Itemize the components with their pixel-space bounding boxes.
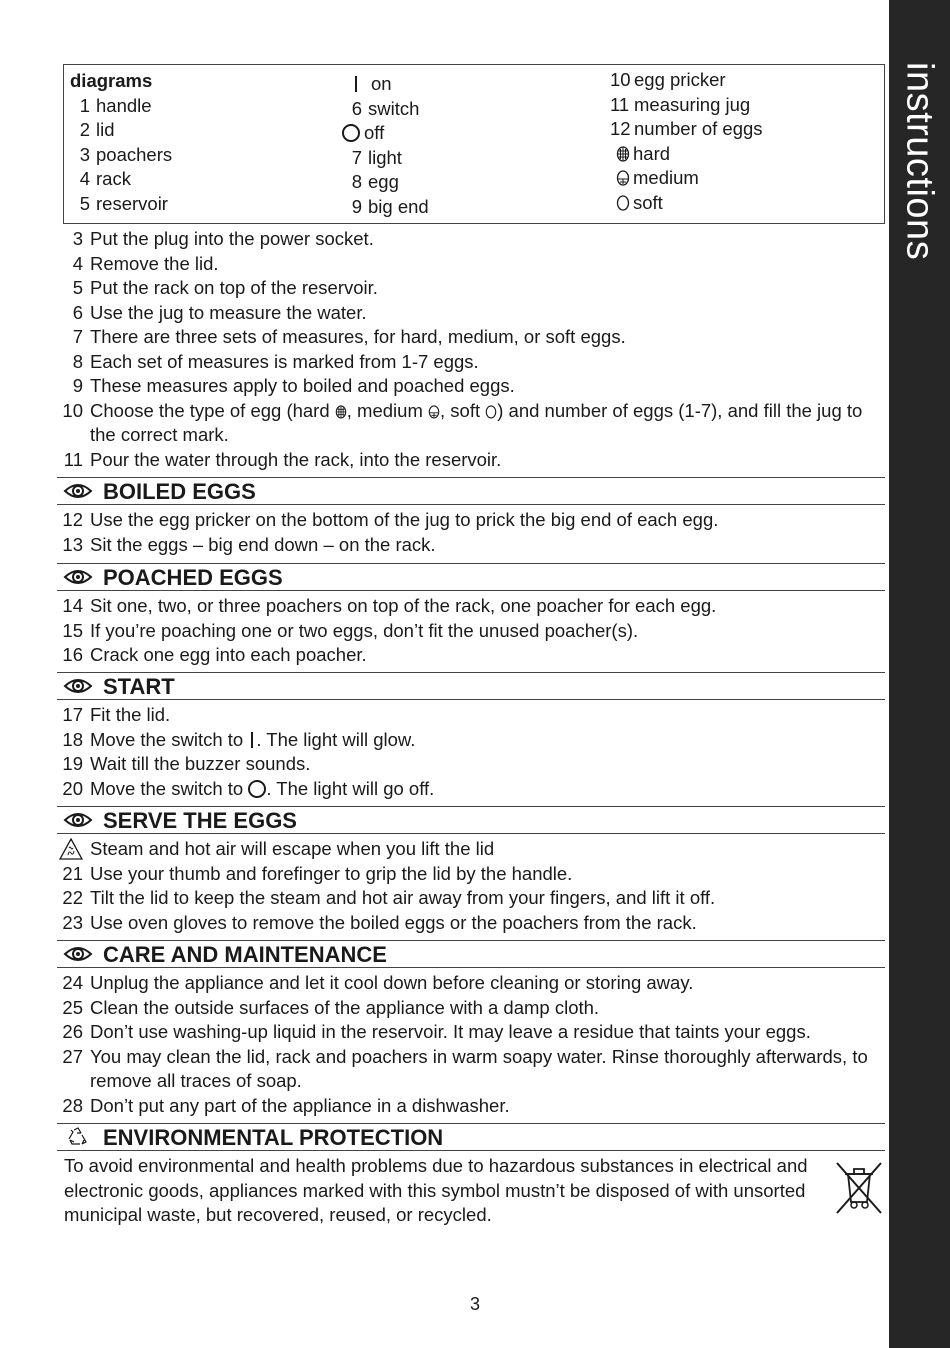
diagrams-legend xyxy=(63,64,885,224)
step-text: Use the egg pricker on the bottom of the jug to prick the big end of each egg. xyxy=(90,509,719,530)
step-text: . The light will go off. xyxy=(266,777,435,799)
hard-egg-icon xyxy=(335,404,347,419)
step-text: Wait till the buzzer sounds. xyxy=(90,753,311,774)
step xyxy=(57,533,885,558)
legend-label: light xyxy=(368,146,402,168)
step-text: Use oven gloves to remove the boiled eggs or the poachers from the rack. xyxy=(90,911,697,933)
legend-num: 2 xyxy=(79,119,90,140)
step-number: 8 xyxy=(72,350,83,372)
step-text: There are three sets of measures, for hard, medium, or soft eggs. xyxy=(90,326,626,347)
step xyxy=(57,1020,885,1045)
step-number: 27 xyxy=(62,1045,83,1067)
step-number: 23 xyxy=(62,911,83,933)
step-text: Crack one egg into each poacher. xyxy=(90,644,367,665)
step-number: 4 xyxy=(72,252,83,274)
step-text: You may clean the lid, rack and poachers in warm soapy water. Rinse thoroughly afterwards, to remove all traces of soap. xyxy=(90,1045,868,1091)
page-number: 3 xyxy=(469,1294,480,1314)
legend-item xyxy=(70,94,172,119)
step-number: 20 xyxy=(62,777,83,799)
step-text: Each set of measures is marked from 1-7 eggs. xyxy=(90,350,479,372)
step xyxy=(57,594,885,619)
legend-item-soft xyxy=(610,191,763,216)
step xyxy=(57,1094,885,1119)
legend-num: 6 xyxy=(351,97,362,119)
step xyxy=(57,508,885,533)
step-number: 26 xyxy=(62,1021,83,1042)
legend-item xyxy=(342,97,429,122)
section-heading-start xyxy=(57,672,885,700)
legend-item xyxy=(342,170,429,195)
step-number: 13 xyxy=(62,533,83,555)
environment-text: To avoid environmental and health problems due to hazardous substances in electrical and electronic goods, appliances marked with this symbol mustn’t be disposed of with unsorted municipal waste, but recovered, reused, or recycled. xyxy=(64,1155,808,1225)
step-text: Put the rack on top of the reservoir. xyxy=(90,277,378,298)
step-number: 22 xyxy=(62,887,83,908)
legend-label: handle xyxy=(96,94,152,116)
step-text: If you’re poaching one or two eggs, don’t fit the unused poacher(s). xyxy=(90,619,639,641)
warning-text: Steam and hot air will escape when you lift the lid xyxy=(90,838,495,859)
step-number: 14 xyxy=(62,595,83,616)
step xyxy=(57,752,885,777)
eye-icon xyxy=(63,810,93,830)
section-title: POACHED EGGS xyxy=(103,565,283,590)
step xyxy=(57,325,885,350)
legend-item xyxy=(610,93,763,118)
step-number: 9 xyxy=(72,375,83,396)
legend-item xyxy=(342,195,429,220)
diagrams-title: diagrams xyxy=(70,70,153,91)
legend-label: number of eggs xyxy=(634,118,763,139)
steps-serve xyxy=(57,837,885,935)
step xyxy=(57,448,885,473)
step xyxy=(57,276,885,301)
warning-triangle-icon xyxy=(59,838,83,860)
warning-note xyxy=(57,837,885,862)
legend-label: egg pricker xyxy=(634,69,726,90)
step-number: 16 xyxy=(62,644,83,665)
legend-num: 11 xyxy=(610,93,630,115)
section-heading-poached-eggs xyxy=(57,563,885,591)
legend-item-on xyxy=(342,72,429,97)
legend-num: 5 xyxy=(79,192,90,214)
legend-num: 8 xyxy=(351,171,362,192)
step-number: 18 xyxy=(62,728,83,750)
section-title: START xyxy=(103,674,175,699)
diagrams-col-1 xyxy=(70,69,172,216)
step-number: 15 xyxy=(62,619,83,641)
step-text: ) and number of eggs (1-7), and fill the jug to the correct mark. xyxy=(90,399,863,445)
legend-item xyxy=(70,143,172,168)
step-text: Choose the type of egg (hard xyxy=(90,399,335,421)
step-text: Move the switch to xyxy=(90,777,249,799)
legend-num: 12 xyxy=(610,118,631,139)
steps-care xyxy=(57,971,885,1118)
step xyxy=(57,996,885,1021)
legend-num: 7 xyxy=(351,146,362,168)
eye-icon xyxy=(63,944,93,964)
step-text: Sit the eggs – big end down – on the rack. xyxy=(90,533,436,555)
eye-icon xyxy=(63,481,93,501)
legend-item-hard xyxy=(610,142,763,167)
legend-label: hard xyxy=(633,142,671,164)
step-text: Put the plug into the power socket. xyxy=(90,228,374,249)
step xyxy=(57,703,885,728)
step-number: 17 xyxy=(62,704,83,725)
step xyxy=(57,886,885,911)
legend-item xyxy=(610,68,763,93)
legend-item xyxy=(70,118,172,143)
side-tab xyxy=(889,0,950,1348)
step xyxy=(57,252,885,277)
step-text: Remove the lid. xyxy=(90,252,219,274)
step-number: 19 xyxy=(62,753,83,774)
soft-egg-icon xyxy=(485,404,497,419)
legend-label: lid xyxy=(96,119,115,140)
legend-num: 4 xyxy=(79,168,90,189)
step-number: 3 xyxy=(72,228,83,249)
step-text: Sit one, two, or three poachers on top of the rack, one poacher for each egg. xyxy=(90,595,717,616)
step-text: These measures apply to boiled and poached eggs. xyxy=(90,375,515,396)
section-title: BOILED EGGS xyxy=(103,479,256,504)
legend-label: on xyxy=(371,73,392,94)
step xyxy=(57,1045,885,1094)
step-number: 11 xyxy=(63,448,83,470)
step xyxy=(57,227,885,252)
step-number: 25 xyxy=(62,996,83,1018)
medium-egg-icon xyxy=(616,169,630,186)
step-text: Tilt the lid to keep the steam and hot air away from your fingers, and lift it off. xyxy=(90,887,716,908)
legend-label: reservoir xyxy=(96,192,168,214)
step-number: 21 xyxy=(62,862,83,884)
legend-item-off xyxy=(342,121,429,146)
section-heading-care-and-maintenance xyxy=(57,940,885,968)
step-text: , medium xyxy=(346,399,428,421)
switch-on-icon xyxy=(251,732,253,748)
legend-label: big end xyxy=(368,195,429,217)
section-heading-environmental-protection xyxy=(57,1123,885,1151)
legend-label: measuring jug xyxy=(634,93,751,115)
step-number: 28 xyxy=(62,1094,83,1116)
section-heading-boiled-eggs xyxy=(57,477,885,505)
step-text: Move the switch to xyxy=(90,728,249,750)
crossed-out-bin-icon xyxy=(834,1160,884,1216)
legend-item xyxy=(70,192,172,217)
legend-label: soft xyxy=(633,191,663,213)
section-title: ENVIRONMENTAL PROTECTION xyxy=(103,1125,444,1150)
step-number: 12 xyxy=(62,509,83,530)
step xyxy=(57,728,885,753)
step-text: Unplug the appliance and let it cool down before cleaning or storing away. xyxy=(90,972,694,993)
step-text: Pour the water through the rack, into the reservoir. xyxy=(90,448,502,470)
legend-item xyxy=(342,146,429,171)
step xyxy=(57,911,885,936)
steps-start xyxy=(57,703,885,801)
step-number: 24 xyxy=(62,972,83,993)
step xyxy=(57,301,885,326)
switch-off-icon xyxy=(342,124,360,142)
hard-egg-icon xyxy=(616,145,630,162)
step xyxy=(57,374,885,399)
step xyxy=(57,971,885,996)
legend-num: 10 xyxy=(610,69,631,90)
legend-label: rack xyxy=(96,168,131,189)
step xyxy=(57,350,885,375)
legend-num: 1 xyxy=(79,94,90,116)
steps-boiled xyxy=(57,508,885,557)
side-tab-label: instructions xyxy=(898,62,941,261)
step xyxy=(57,643,885,668)
eye-icon xyxy=(63,567,93,587)
step xyxy=(57,619,885,644)
step-10 xyxy=(57,399,885,448)
switch-on-icon xyxy=(355,76,357,92)
recycle-icon xyxy=(63,1127,93,1147)
step-text: Clean the outside surfaces of the appliance with a damp cloth. xyxy=(90,996,600,1018)
eye-icon xyxy=(63,676,93,696)
step-text: , soft xyxy=(440,399,486,421)
legend-num: 9 xyxy=(351,195,362,217)
section-title: CARE AND MAINTENANCE xyxy=(103,942,387,967)
legend-item xyxy=(70,167,172,192)
step-text: . The light will glow. xyxy=(256,728,416,750)
legend-label: off xyxy=(364,122,385,143)
diagrams-col-2 xyxy=(342,72,429,219)
step-number: 5 xyxy=(72,277,83,298)
step-number: 7 xyxy=(72,326,83,347)
step-text: Don’t use washing-up liquid in the reservoir. It may leave a residue that taints your eggs. xyxy=(90,1021,811,1042)
legend-label: switch xyxy=(368,97,420,119)
step xyxy=(57,777,885,802)
section-heading-serve-the-eggs xyxy=(57,806,885,834)
step-text: Use your thumb and forefinger to grip the lid by the handle. xyxy=(90,862,573,884)
legend-item xyxy=(610,117,763,142)
steps-poached xyxy=(57,594,885,668)
diagrams-col-3 xyxy=(610,68,763,215)
legend-label: poachers xyxy=(96,143,173,165)
legend-label: medium xyxy=(633,167,699,188)
step-text: Fit the lid. xyxy=(90,704,171,725)
step xyxy=(57,862,885,887)
step-number: 6 xyxy=(72,301,83,323)
legend-num: 3 xyxy=(79,143,90,165)
step-text: Use the jug to measure the water. xyxy=(90,301,367,323)
steps-intro xyxy=(57,227,885,472)
medium-egg-icon xyxy=(428,404,440,419)
step-number: 10 xyxy=(62,399,83,421)
legend-label: egg xyxy=(368,171,399,192)
step-text: Don’t put any part of the appliance in a dishwasher. xyxy=(90,1094,510,1116)
legend-item-medium xyxy=(610,166,763,191)
switch-off-icon xyxy=(248,780,266,798)
soft-egg-icon xyxy=(616,194,630,211)
section-title: SERVE THE EGGS xyxy=(103,808,297,833)
